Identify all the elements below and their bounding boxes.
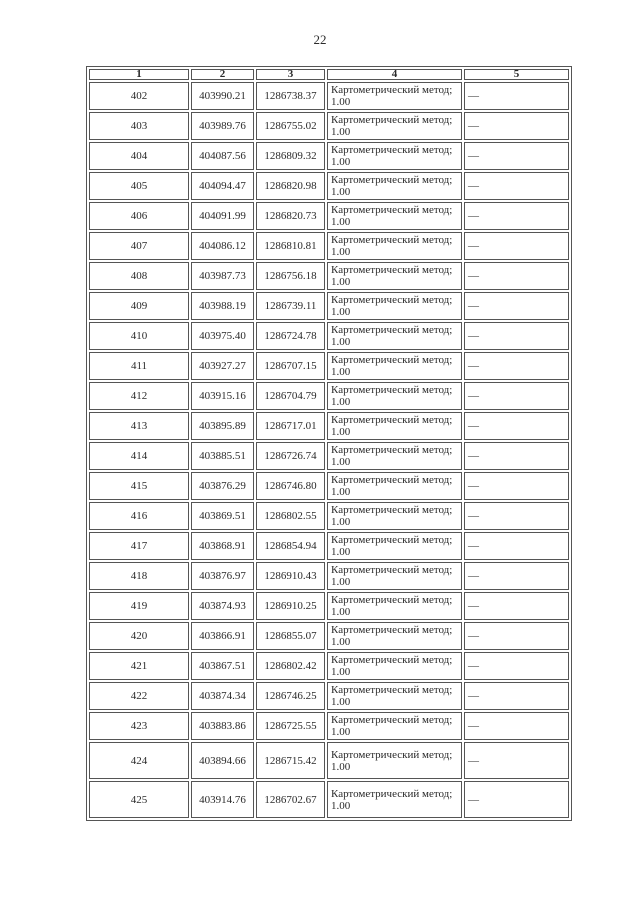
accuracy-value: 1.00 bbox=[331, 576, 351, 588]
table-row bbox=[89, 352, 569, 380]
note-dash: — bbox=[464, 412, 569, 440]
coord-x: 403915.16 bbox=[191, 382, 254, 410]
table-body bbox=[89, 82, 569, 818]
accuracy-value: 1.00 bbox=[331, 486, 351, 498]
table-row bbox=[89, 592, 569, 620]
method-cell bbox=[327, 682, 462, 710]
accuracy-value: 1.00 bbox=[331, 516, 351, 528]
method-text: Картометрический метод; bbox=[331, 174, 453, 186]
coord-y: 1286717.01 bbox=[256, 412, 325, 440]
coord-y: 1286702.67 bbox=[256, 781, 325, 818]
method-text: Картометрический метод; bbox=[331, 414, 453, 426]
coord-x: 403975.40 bbox=[191, 322, 254, 350]
coord-x: 403894.66 bbox=[191, 742, 254, 779]
page-number: 22 bbox=[313, 32, 327, 47]
table-row bbox=[89, 82, 569, 110]
coord-y: 1286820.98 bbox=[256, 172, 325, 200]
method-text: Картометрический метод; bbox=[331, 294, 453, 306]
table-row bbox=[89, 292, 569, 320]
note-dash: — bbox=[464, 742, 569, 779]
coord-y: 1286746.80 bbox=[256, 472, 325, 500]
point-number: 412 bbox=[89, 382, 189, 410]
coord-x: 403869.51 bbox=[191, 502, 254, 530]
method-cell bbox=[327, 442, 462, 470]
method-cell bbox=[327, 352, 462, 380]
method-text: Картометрический метод; bbox=[331, 594, 453, 606]
method-text: Картометрический метод; bbox=[331, 204, 453, 216]
coord-y: 1286726.74 bbox=[256, 442, 325, 470]
table-row bbox=[89, 382, 569, 410]
accuracy-value: 1.00 bbox=[331, 760, 351, 773]
table-row bbox=[89, 112, 569, 140]
coord-y: 1286704.79 bbox=[256, 382, 325, 410]
coordinates-table bbox=[86, 66, 572, 821]
method-text: Картометрический метод; bbox=[331, 654, 453, 666]
accuracy-value: 1.00 bbox=[331, 156, 351, 168]
accuracy-value: 1.00 bbox=[331, 246, 351, 258]
coord-y: 1286739.11 bbox=[256, 292, 325, 320]
accuracy-value: 1.00 bbox=[331, 306, 351, 318]
coord-x: 403990.21 bbox=[191, 82, 254, 110]
table-row bbox=[89, 262, 569, 290]
table-row bbox=[89, 442, 569, 470]
method-text: Картометрический метод; bbox=[331, 534, 453, 546]
coord-x: 403988.19 bbox=[191, 292, 254, 320]
coord-y: 1286802.55 bbox=[256, 502, 325, 530]
note-dash: — bbox=[464, 532, 569, 560]
point-number: 404 bbox=[89, 142, 189, 170]
header-col-5: 5 bbox=[464, 69, 569, 80]
method-text: Картометрический метод; bbox=[331, 234, 453, 246]
table-row bbox=[89, 781, 569, 818]
method-text: Картометрический метод; bbox=[331, 474, 453, 486]
coord-y: 1286756.18 bbox=[256, 262, 325, 290]
accuracy-value: 1.00 bbox=[331, 366, 351, 378]
note-dash: — bbox=[464, 352, 569, 380]
note-dash: — bbox=[464, 622, 569, 650]
method-cell bbox=[327, 172, 462, 200]
method-text: Картометрический метод; bbox=[331, 264, 453, 276]
method-cell bbox=[327, 562, 462, 590]
note-dash: — bbox=[464, 472, 569, 500]
point-number: 406 bbox=[89, 202, 189, 230]
table-row bbox=[89, 142, 569, 170]
coord-x: 403914.76 bbox=[191, 781, 254, 818]
coord-y: 1286854.94 bbox=[256, 532, 325, 560]
point-number: 418 bbox=[89, 562, 189, 590]
point-number: 420 bbox=[89, 622, 189, 650]
method-text: Картометрический метод; bbox=[331, 714, 453, 726]
table-row bbox=[89, 172, 569, 200]
coord-x: 403876.97 bbox=[191, 562, 254, 590]
point-number: 415 bbox=[89, 472, 189, 500]
method-text: Картометрический метод; bbox=[331, 624, 453, 636]
accuracy-value: 1.00 bbox=[331, 426, 351, 438]
coord-x: 403867.51 bbox=[191, 652, 254, 680]
point-number: 414 bbox=[89, 442, 189, 470]
note-dash: — bbox=[464, 232, 569, 260]
accuracy-value: 1.00 bbox=[331, 336, 351, 348]
coord-y: 1286855.07 bbox=[256, 622, 325, 650]
coord-x: 404086.12 bbox=[191, 232, 254, 260]
method-text: Картометрический метод; bbox=[331, 684, 453, 696]
method-cell bbox=[327, 472, 462, 500]
table-row bbox=[89, 532, 569, 560]
coord-y: 1286707.15 bbox=[256, 352, 325, 380]
note-dash: — bbox=[464, 781, 569, 818]
note-dash: — bbox=[464, 712, 569, 740]
table-row bbox=[89, 562, 569, 590]
note-dash: — bbox=[464, 562, 569, 590]
table-row bbox=[89, 472, 569, 500]
table-row bbox=[89, 502, 569, 530]
note-dash: — bbox=[464, 652, 569, 680]
note-dash: — bbox=[464, 82, 569, 110]
point-number: 422 bbox=[89, 682, 189, 710]
table-row bbox=[89, 322, 569, 350]
coord-x: 403927.27 bbox=[191, 352, 254, 380]
coord-y: 1286820.73 bbox=[256, 202, 325, 230]
method-text: Картометрический метод; bbox=[331, 504, 453, 516]
accuracy-value: 1.00 bbox=[331, 216, 351, 228]
point-number: 424 bbox=[89, 742, 189, 779]
coord-x: 403874.93 bbox=[191, 592, 254, 620]
note-dash: — bbox=[464, 442, 569, 470]
header-col-1: 1 bbox=[89, 69, 189, 80]
method-text: Картометрический метод; bbox=[331, 144, 453, 156]
accuracy-value: 1.00 bbox=[331, 666, 351, 678]
coord-y: 1286715.42 bbox=[256, 742, 325, 779]
table-row bbox=[89, 622, 569, 650]
method-text: Картометрический метод; bbox=[331, 384, 453, 396]
method-cell bbox=[327, 781, 462, 818]
coord-x: 404094.47 bbox=[191, 172, 254, 200]
coord-y: 1286810.81 bbox=[256, 232, 325, 260]
coord-x: 404087.56 bbox=[191, 142, 254, 170]
point-number: 408 bbox=[89, 262, 189, 290]
accuracy-value: 1.00 bbox=[331, 186, 351, 198]
note-dash: — bbox=[464, 502, 569, 530]
accuracy-value: 1.00 bbox=[331, 546, 351, 558]
note-dash: — bbox=[464, 382, 569, 410]
table-row bbox=[89, 682, 569, 710]
coord-y: 1286755.02 bbox=[256, 112, 325, 140]
method-cell bbox=[327, 532, 462, 560]
table-row bbox=[89, 742, 569, 779]
method-cell bbox=[327, 112, 462, 140]
point-number: 419 bbox=[89, 592, 189, 620]
method-cell bbox=[327, 82, 462, 110]
coord-x: 403895.89 bbox=[191, 412, 254, 440]
table-row bbox=[89, 232, 569, 260]
table-row bbox=[89, 652, 569, 680]
coord-y: 1286809.32 bbox=[256, 142, 325, 170]
coord-x: 403868.91 bbox=[191, 532, 254, 560]
method-cell bbox=[327, 412, 462, 440]
coord-y: 1286724.78 bbox=[256, 322, 325, 350]
accuracy-value: 1.00 bbox=[331, 636, 351, 648]
point-number: 407 bbox=[89, 232, 189, 260]
note-dash: — bbox=[464, 682, 569, 710]
method-text: Картометрический метод; bbox=[331, 84, 453, 96]
method-cell bbox=[327, 292, 462, 320]
method-cell bbox=[327, 502, 462, 530]
coord-y: 1286802.42 bbox=[256, 652, 325, 680]
point-number: 416 bbox=[89, 502, 189, 530]
point-number: 417 bbox=[89, 532, 189, 560]
accuracy-value: 1.00 bbox=[331, 126, 351, 138]
table-row bbox=[89, 412, 569, 440]
method-cell bbox=[327, 322, 462, 350]
point-number: 403 bbox=[89, 112, 189, 140]
coord-y: 1286910.43 bbox=[256, 562, 325, 590]
note-dash: — bbox=[464, 292, 569, 320]
note-dash: — bbox=[464, 592, 569, 620]
coord-x: 403866.91 bbox=[191, 622, 254, 650]
table-row bbox=[89, 712, 569, 740]
coord-y: 1286910.25 bbox=[256, 592, 325, 620]
coord-y: 1286725.55 bbox=[256, 712, 325, 740]
method-text: Картометрический метод; bbox=[331, 564, 453, 576]
point-number: 409 bbox=[89, 292, 189, 320]
method-text: Картометрический метод; bbox=[331, 354, 453, 366]
method-cell bbox=[327, 202, 462, 230]
point-number: 423 bbox=[89, 712, 189, 740]
accuracy-value: 1.00 bbox=[331, 396, 351, 408]
note-dash: — bbox=[464, 322, 569, 350]
accuracy-value: 1.00 bbox=[331, 726, 351, 738]
method-text: Картометрический метод; bbox=[331, 444, 453, 456]
coord-x: 403883.86 bbox=[191, 712, 254, 740]
method-cell bbox=[327, 592, 462, 620]
coord-x: 403885.51 bbox=[191, 442, 254, 470]
note-dash: — bbox=[464, 172, 569, 200]
coord-x: 403874.34 bbox=[191, 682, 254, 710]
accuracy-value: 1.00 bbox=[331, 456, 351, 468]
accuracy-value: 1.00 bbox=[331, 606, 351, 618]
note-dash: — bbox=[464, 202, 569, 230]
method-cell bbox=[327, 622, 462, 650]
method-text: Картометрический метод; bbox=[331, 114, 453, 126]
method-cell bbox=[327, 742, 462, 779]
method-cell bbox=[327, 142, 462, 170]
point-number: 425 bbox=[89, 781, 189, 818]
point-number: 402 bbox=[89, 82, 189, 110]
method-cell bbox=[327, 232, 462, 260]
header-row bbox=[89, 69, 569, 80]
accuracy-value: 1.00 bbox=[331, 696, 351, 708]
point-number: 421 bbox=[89, 652, 189, 680]
method-cell bbox=[327, 382, 462, 410]
method-cell bbox=[327, 262, 462, 290]
header-col-2: 2 bbox=[191, 69, 254, 80]
coord-y: 1286738.37 bbox=[256, 82, 325, 110]
accuracy-value: 1.00 bbox=[331, 276, 351, 288]
method-cell bbox=[327, 652, 462, 680]
accuracy-value: 1.00 bbox=[331, 799, 351, 812]
note-dash: — bbox=[464, 262, 569, 290]
point-number: 411 bbox=[89, 352, 189, 380]
coord-x: 403989.76 bbox=[191, 112, 254, 140]
coord-y: 1286746.25 bbox=[256, 682, 325, 710]
note-dash: — bbox=[464, 142, 569, 170]
method-cell bbox=[327, 712, 462, 740]
coord-x: 404091.99 bbox=[191, 202, 254, 230]
note-dash: — bbox=[464, 112, 569, 140]
accuracy-value: 1.00 bbox=[331, 96, 351, 108]
coord-x: 403987.73 bbox=[191, 262, 254, 290]
point-number: 413 bbox=[89, 412, 189, 440]
header-col-4: 4 bbox=[327, 69, 462, 80]
method-text: Картометрический метод; bbox=[331, 324, 453, 336]
method-text: Картометрический метод; bbox=[331, 787, 453, 800]
point-number: 410 bbox=[89, 322, 189, 350]
header-col-3: 3 bbox=[256, 69, 325, 80]
table-row bbox=[89, 202, 569, 230]
point-number: 405 bbox=[89, 172, 189, 200]
method-text: Картометрический метод; bbox=[331, 748, 453, 761]
coord-x: 403876.29 bbox=[191, 472, 254, 500]
